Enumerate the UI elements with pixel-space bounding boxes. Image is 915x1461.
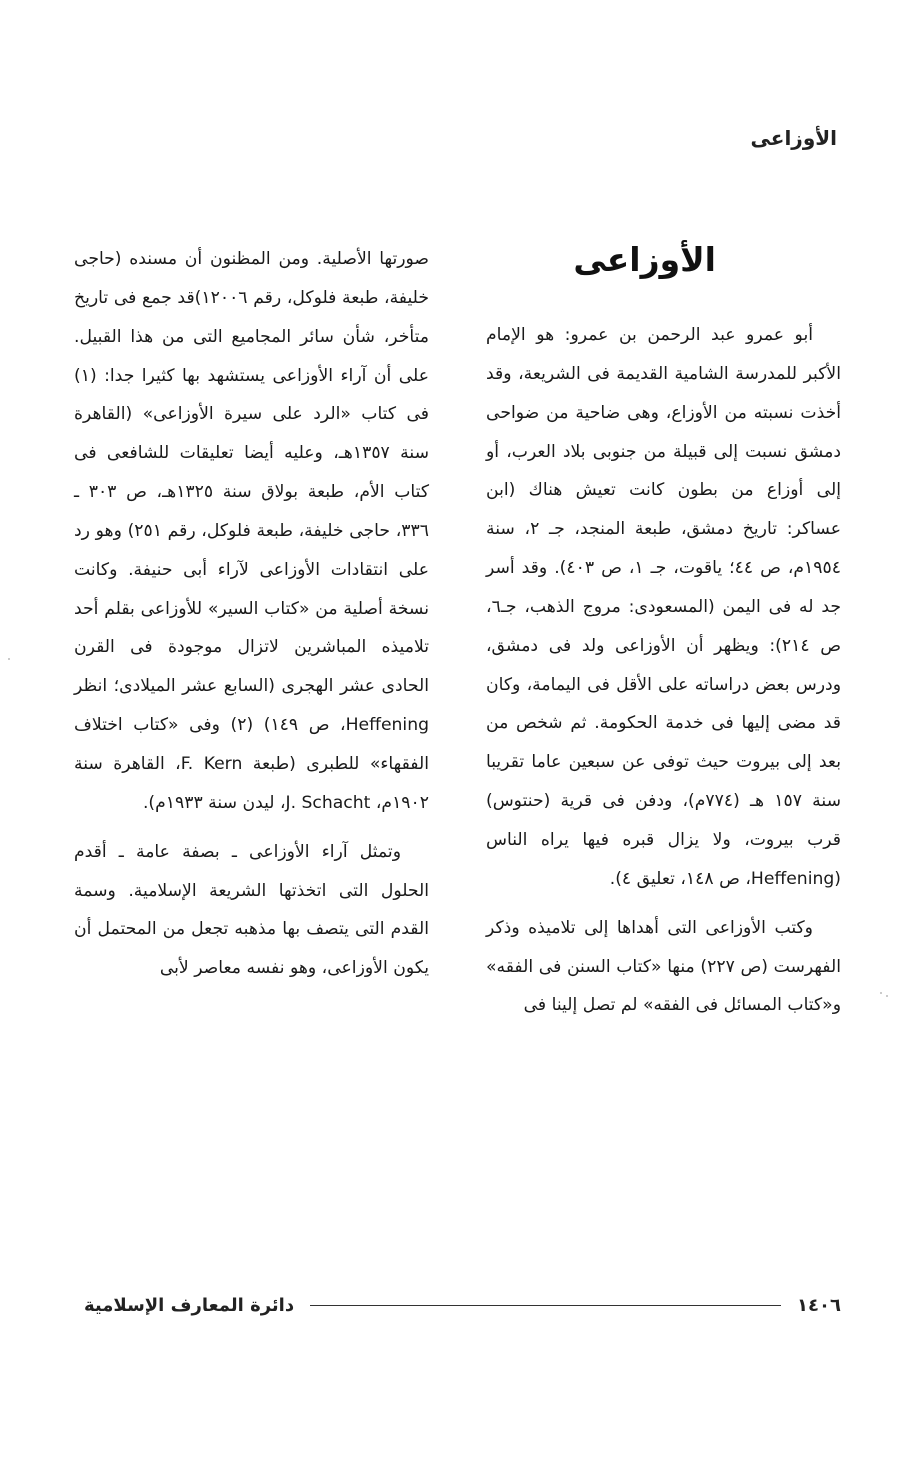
running-header: الأوزاعى xyxy=(750,126,837,150)
paragraph: وتمثل آراء الأوزاعى ـ بصفة عامة ـ أقدم الحلول التى اتخذتها الشريعة الإسلامية. وسمة القدم التى يتصف بها مذهبه تجعل من المحتمل أن يكون الأوزاعى، وهو نفسه معاصر لأبى xyxy=(74,841,429,979)
page-number: ١٤٠٦ xyxy=(797,1294,841,1316)
page-footer xyxy=(84,1290,841,1320)
footer-rule xyxy=(310,1305,781,1306)
publication-name: دائرة المعارف الإسلامية xyxy=(84,1294,295,1316)
paragraph: صورتها الأصلية. ومن المظنون أن مسنده (حاجى خليفة، طبعة فلوكل، رقم ١٢٠٠٦)قد جمع فى تاريخ متأخر، شأن سائر المجاميع التى من هذا القبيل. على أن آراء الأوزاعى يستشهد بها كثيرا جدا: (١) فى كتاب «الرد على سيرة الأوزاعى» (القاهرة سنة ١٣٥٧هـ، وعليه أيضا تعليقات للشافعى فى كتاب الأم، طبعة بولاق سنة ١٣٢٥هـ، ص ٣٠٣ ـ ٣٣٦، حاجى خليفة، طبعة فلوكل، رقم ٢٥١) وهو رد على انتقادات الأوزاعى لآراء أبى حنيفة. وكانت نسخة أصلية من «كتاب السير» للأوزاعى بقلم أحد تلاميذه المباشرين لاتزال موجودة فى القرن الحادى عشر الهجرى (السابع عشر الميلادى؛ انظر Heffening، ص ١٤٩) (٢) وفى «كتاب اختلاف الفقهاء» للطبرى (طبعة F. Kern، القاهرة سنة ١٩٠٢م، J. Schacht، ليدن سنة ١٩٣٣م). xyxy=(74,249,429,813)
scan-speck xyxy=(880,992,882,994)
scan-speck xyxy=(886,995,888,997)
article-title: الأوزاعى xyxy=(573,240,716,279)
paragraph: وكتب الأوزاعى التى أهداها إلى تلاميذه وذكر الفهرست (ص ٢٢٧) منها «كتاب السنن فى الفقه» و«كتاب المسائل فى الفقه» لم تصل إلينا فى xyxy=(486,917,841,1016)
right-column xyxy=(486,240,841,1025)
scan-speck xyxy=(8,658,10,660)
paragraph: أبو عمرو عبد الرحمن بن عمرو: هو الإمام الأكبر للمدرسة الشامية القديمة فى الشريعة، وقد أخذت نسبته من الأوزاع، وهى ضاحية من ضواحى دمشق نسبت إلى قبيلة من جنوبى بلاد العرب، أو إلى أوزاع من بطون كانت تعيش هناك (ابن عساكر: تاريخ دمشق، طبعة المنجد، جـ ٢، سنة ١٩٥٤م، ص ٤٤؛ ياقوت، جـ ١، ص ٤٠٣). وقد أسر جد له فى اليمن (المسعودى: مروج الذهب، جـ٦، ص ٢١٤): ويظهر أن الأوزاعى ولد فى دمشق، ودرس بعض دراساته على الأقل فى اليمامة، وكان قد مضى إليها فى خدمة الحكومة. ثم شخص من بعد إلى بيروت حيث توفى عن سبعين عاما تقريبا سنة ١٥٧ هـ (٧٧٤م)، ودفن فى قرية (حنتوس) قرب بيروت، ولا يزال قبره فيها يراه الناس (Heffening، ص ١٤٨، تعليق ٤). xyxy=(486,325,841,889)
left-column xyxy=(74,240,429,988)
